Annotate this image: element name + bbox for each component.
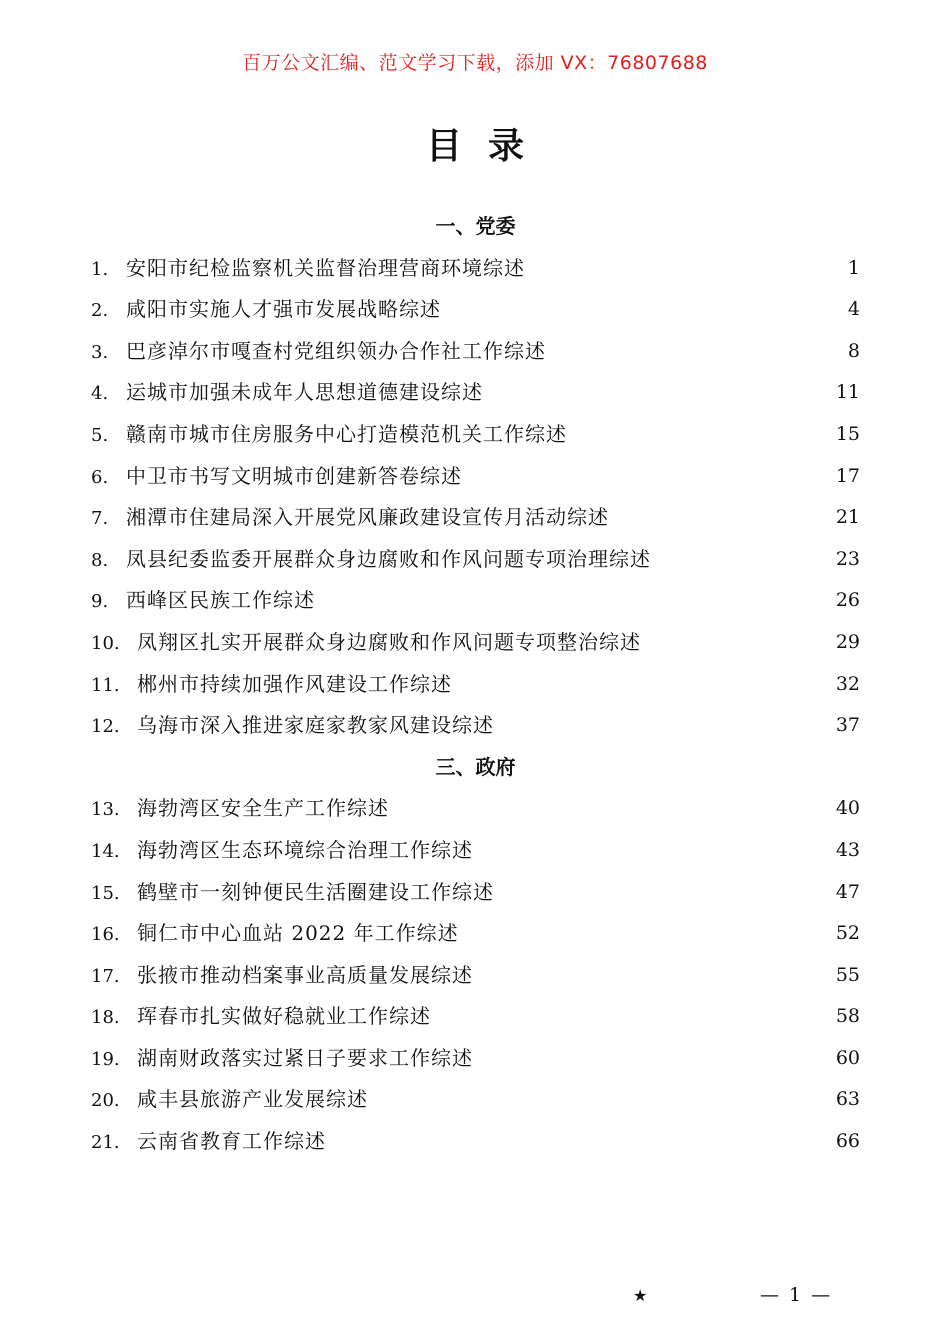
- entry-number: 19.: [91, 1048, 120, 1070]
- entry-page: 21: [835, 506, 860, 529]
- entry-number: 18.: [91, 1007, 120, 1029]
- entry-number: 6.: [91, 466, 109, 488]
- entry-title: 咸丰县旅游产业发展综述: [137, 1087, 368, 1112]
- entry-title: 铜仁市中心血站 2022 年工作综述: [137, 921, 459, 946]
- entry-page: 8: [847, 339, 860, 362]
- page-title: 目录: [425, 126, 550, 167]
- toc-entry[interactable]: [91, 996, 860, 1038]
- toc-entry[interactable]: [91, 913, 860, 955]
- toc-entry[interactable]: [91, 331, 860, 373]
- toc-entry[interactable]: [91, 248, 860, 290]
- entry-number: 2.: [91, 300, 109, 322]
- entry-title: 西峰区民族工作综述: [126, 588, 315, 613]
- toc-entry[interactable]: [91, 872, 860, 914]
- entry-number: 14.: [91, 840, 120, 862]
- entry-page: 26: [835, 589, 860, 612]
- header-banner: 百万公文汇编、范文学习下载，添加 VX：76807688: [242, 52, 708, 74]
- entry-number: 16.: [91, 924, 120, 946]
- entry-page: 60: [835, 1046, 860, 1069]
- entry-title: 运城市加强未成年人思想道德建设综述: [126, 380, 483, 405]
- toc-entry[interactable]: [91, 664, 860, 706]
- entry-title: 珲春市扎实做好稳就业工作综述: [137, 1004, 431, 1029]
- toc-entry[interactable]: [91, 372, 860, 414]
- entry-number: 15.: [91, 882, 120, 904]
- entry-title: 湖南财政落实过紧日子要求工作综述: [137, 1045, 473, 1070]
- entry-number: 3.: [91, 341, 109, 363]
- toc-entry[interactable]: [91, 497, 860, 539]
- entry-number: 9.: [91, 591, 109, 613]
- entry-title: 安阳市纪检监察机关监督治理营商环境综述: [126, 255, 525, 280]
- entry-title: 凤翔区扎实开展群众身边腐败和作风问题专项整治综述: [137, 629, 641, 654]
- toc-entry[interactable]: [91, 1121, 860, 1163]
- entry-page: 43: [835, 838, 860, 861]
- section-heading: 一、党委: [435, 214, 516, 238]
- toc-entry[interactable]: [91, 580, 860, 622]
- entry-page: 17: [835, 464, 860, 487]
- entry-page: 23: [835, 547, 860, 570]
- entry-number: 10.: [91, 632, 120, 654]
- table-of-contents: [91, 206, 860, 1163]
- entry-page: 63: [835, 1088, 860, 1111]
- entry-page: 47: [835, 880, 860, 903]
- entry-number: 21.: [91, 1132, 120, 1154]
- entry-page: 40: [835, 797, 860, 820]
- toc-entry[interactable]: [91, 289, 860, 331]
- entry-number: 4.: [91, 383, 109, 405]
- entry-number: 7.: [91, 508, 109, 530]
- entry-page: 52: [835, 922, 860, 945]
- entry-number: 1.: [91, 258, 109, 280]
- toc-entry[interactable]: [91, 456, 860, 498]
- entry-title: 湘潭市住建局深入开展党风廉政建设宣传月活动综述: [126, 505, 609, 530]
- page-number: — 1 —: [760, 1284, 833, 1306]
- toc-entry[interactable]: [91, 539, 860, 581]
- entry-page: 4: [847, 298, 860, 321]
- entry-number: 5.: [91, 424, 109, 446]
- entry-number: 17.: [91, 965, 120, 987]
- entry-title: 赣南市城市住房服务中心打造模范机关工作综述: [126, 421, 567, 446]
- entry-number: 11.: [91, 674, 120, 696]
- entry-title: 海勃湾区生态环境综合治理工作综述: [137, 837, 473, 862]
- section-heading: 三、政府: [435, 754, 516, 779]
- star-icon: ★: [633, 1286, 648, 1305]
- entry-number: 12.: [91, 716, 120, 738]
- entry-page: 66: [835, 1130, 860, 1153]
- entry-title: 郴州市持续加强作风建设工作综述: [137, 671, 452, 696]
- entry-title: 乌海市深入推进家庭家教家风建设综述: [137, 713, 494, 738]
- toc-entry[interactable]: [91, 705, 860, 747]
- entry-page: 55: [835, 963, 860, 986]
- toc-entry[interactable]: [91, 788, 860, 830]
- entry-page: 58: [835, 1005, 860, 1028]
- entry-page: 15: [835, 422, 860, 445]
- toc-entry[interactable]: [91, 414, 860, 456]
- entry-page: 32: [835, 672, 860, 695]
- entry-page: 29: [835, 630, 860, 653]
- entry-title: 海勃湾区安全生产工作综述: [137, 796, 389, 821]
- entry-number: 8.: [91, 549, 109, 571]
- toc-entry[interactable]: [91, 1038, 860, 1080]
- entry-title: 张掖市推动档案事业高质量发展综述: [137, 962, 473, 987]
- entry-title: 巴彦淖尔市嘎查村党组织领办合作社工作综述: [126, 338, 546, 363]
- toc-entry[interactable]: [91, 622, 860, 664]
- entry-number: 13.: [91, 799, 120, 821]
- entry-title: 中卫市书写文明城市创建新答卷综述: [126, 463, 462, 488]
- entry-title: 云南省教育工作综述: [137, 1129, 326, 1154]
- entry-page: 37: [835, 714, 860, 737]
- entry-number: 20.: [91, 1090, 120, 1112]
- entry-page: 11: [835, 381, 860, 404]
- entry-title: 咸阳市实施人才强市发展战略综述: [126, 297, 441, 322]
- entry-page: 1: [847, 256, 860, 279]
- entry-title: 凤县纪委监委开展群众身边腐败和作风问题专项治理综述: [126, 546, 651, 571]
- toc-entry[interactable]: [91, 1079, 860, 1121]
- toc-entry[interactable]: [91, 830, 860, 872]
- toc-entry[interactable]: [91, 955, 860, 997]
- entry-title: 鹤壁市一刻钟便民生活圈建设工作综述: [137, 879, 494, 904]
